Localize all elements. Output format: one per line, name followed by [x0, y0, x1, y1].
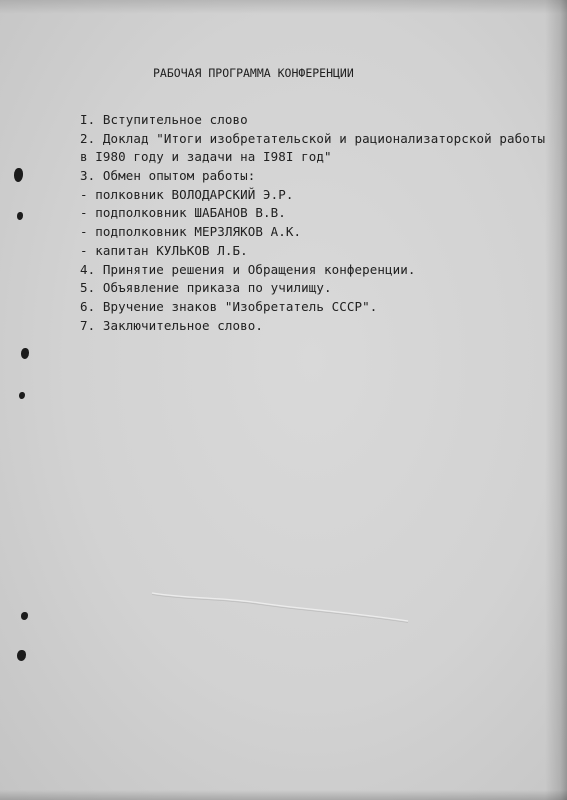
program-line: - капитан КУЛЬКОВ Л.Б.	[80, 242, 248, 258]
program-line: в I980 году и задачи на I98I год"	[80, 149, 332, 165]
program-line: - подполковник МЕРЗЛЯКОВ А.К.	[80, 224, 302, 240]
binder-hole	[21, 348, 29, 359]
program-line: 5. Объявление приказа по училищу.	[80, 280, 332, 296]
program-line: 7. Заключительное слово.	[80, 317, 264, 333]
paper-crease	[150, 585, 410, 625]
document-title: РАБОЧАЯ ПРОГРАММА КОНФЕРЕНЦИИ	[153, 66, 354, 80]
program-line: - полковник ВОЛОДАРСКИЙ Э.Р.	[80, 186, 294, 202]
binder-hole	[17, 212, 23, 220]
program-line: I. Вступительное слово	[80, 112, 248, 127]
top-edge-shadow	[0, 0, 567, 14]
binder-hole	[17, 650, 26, 661]
binder-hole	[21, 612, 28, 620]
program-line: 4. Принятие решения и Обращения конференции.	[80, 261, 416, 277]
program-line: 3. Обмен опытом работы:	[80, 168, 256, 184]
program-line: 2. Доклад "Итоги изобретательской и рационализаторской работы	[80, 130, 546, 146]
program-line: 6. Вручение знаков "Изобретатель СССР".	[80, 298, 378, 314]
program-line: - подполковник ШАБАНОВ В.В.	[80, 205, 286, 221]
bottom-edge-shadow	[0, 790, 567, 800]
binder-hole	[14, 168, 23, 182]
binder-hole	[19, 392, 25, 399]
program-list	[80, 111, 545, 335]
right-edge-shadow	[545, 0, 567, 800]
